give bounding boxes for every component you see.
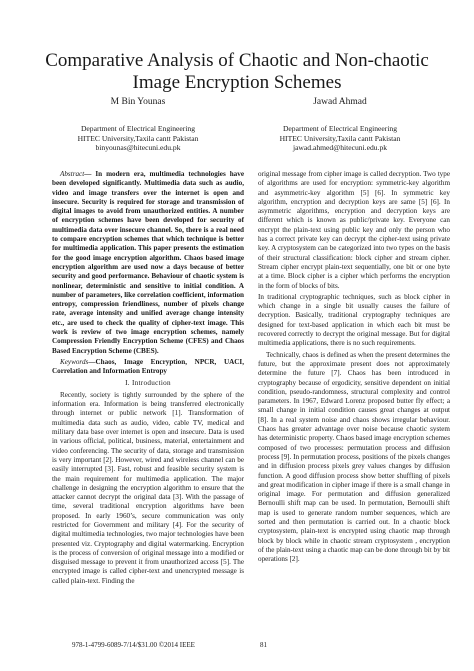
body-paragraph: In traditional cryptographic techniques, such as block cipher in which change in a single bit usually causes the failure of decryption. Basically, traditional cryptography techniques are designed for text-based application in which each bit must be recovered correctly to decrypt the original message. But for digital multimedia applications, there is no such requirements. — [258, 292, 450, 348]
author-dept: Department of Electrical Engineering — [80, 124, 196, 133]
author-block-2 — [240, 96, 440, 153]
right-column — [258, 170, 450, 566]
author-email: jawad.ahmed@hitecuni.edu.pk — [292, 143, 388, 153]
title-line-2: Image Encryption Schemes — [132, 72, 342, 93]
section-heading: I. Introduction — [125, 378, 171, 387]
author-inst: HITEC University,Taxila cantt Pakistan — [77, 133, 199, 143]
keywords-label: Keywords — [60, 357, 89, 366]
page-number: 81 — [260, 641, 267, 649]
author-name: Jawad Ahmad — [313, 97, 367, 107]
left-column — [52, 170, 244, 588]
body-paragraph: Technically, chaos is defined as when the present determines the future, but the approximate present does not approximately determine the future [7]. Chaos has been introduced in cryptography because of ergodicity, sensitive dependent on initial condition, pseudo-randomness, structural complexity and control parameters. In 1967, Edward Lorenz proposed butter fly effect; a small change in initial condition causes great changes at output [8]. In a real system noise and chaos shows irregular behaviour. Chaos has greater advantage over noise because chaotic system has deterministic property. Chaos based image encryption schemes composed of two processes: permutation process and diffusion process [9]. In permutation process, positions of the pixels changes and in diffusion process pixels grey values changes by diffusion function. A good diffusion process show better shuffling of pixels and great modification in cipher image if there is a small change in original image. For permutation and diffusion generalized Bernoulli shift map can be used. In permutation, Bernoulli shift map is used to generate random number sequences, which are sorted and then permutation is carried out. In a chaotic block cryptosystem, plain-text is encrypted using chaotic map through block by block while in chaotic stream cryptosystem , encryption of the plain-text using a chaotic map can be done through bit by bit operations [2]. — [258, 350, 450, 564]
abstract-text: — In modern era, multimedia technologies have been developed significantly. Multimedia data such as audio, video and image transfers over the internet is open and insecure. Security is required for storage and transmission of digital images to avoid from unauthorized entities. A number of encryption schemes have been developed for security of multimedia data over insecure channel. So, there is a real need to compare encryption schemes that which technique is better for multimedia application. This paper presents the estimation for the good image encryption algorithm. Chaos based image encryption algorithm are used now a days because of better security and good performance. Behaviour of chaotic system is nonlinear, deterministic and sensitive to initial condition. A number of parameters, like correlation coefficient, information entropy, compression friendliness, number of pixels change rate, average intensity and unified average change intensity etc., are used to check the quality of cipher-text image. This work is review of two image encryption schemes, namely Compression Friendly Encryption Scheme (CFES) and Chaos Based Encryption Scheme (CBES). — [52, 170, 244, 355]
keywords-text: —Chaos, Image Encryption, NPCR, UACI, Correlation and Information Entropy — [52, 357, 244, 376]
author-block-1 — [38, 96, 238, 153]
author-inst: HITEC University,Taxila cantt Pakistan — [279, 133, 401, 143]
author-dept: Department of Electrical Engineering — [282, 124, 398, 133]
footer-isbn: 978-1-4799-6089-7/14/$31.00 ©2014 IEEE — [72, 641, 195, 649]
abstract-label: Abstract — [60, 170, 85, 178]
title-line-1: Comparative Analysis of Chaotic and Non-chaotic — [45, 50, 429, 71]
abstract — [52, 170, 244, 356]
keywords — [52, 358, 244, 377]
author-name: M Bin Younas — [110, 97, 166, 107]
body-paragraph: original message from cipher image is called decryption. Two type of algorithms are used for encryption: symmetric-key algorithm and asymmetric-key algorithm [5] [6]. In symmetric key algorithm, encryption and decryption keys are same [5] [6]. In asymmetric algorithms, encryption and decryption keys are different which is known as public/private key. Everyone can encrypt the plain-text using public key and only the person who has a correct private key can decrypt the cipher-text using private key. A cryptosystem can be categorized into two types on the basis of their structural classification: block cipher and stream cipher. Stream cipher encrypt plain-text sequentially, one bit or one byte at a time. Block cipher is a cipher which performs the encryption in the form of blocks of bits. — [258, 170, 450, 290]
author-email: binyounas@hitecuni.edu.pk — [95, 143, 181, 153]
body-paragraph: Recently, society is tightly surrounded by the sphere of the information era. Information is being transferred electronically through internet or public network [1]. Transformation of multimedia data such as audio, video, cable TV, medical and military data base over internet is open and insecure. Data is used in various official, political, business, material, entertainment and video conferencing. The security of data, storage and transmission is very important [2]. However, wired and wireless channel can be easily interrupted [3]. Fast, robust and feasible security system is the main requirement for multimedia application. The major challenge in designing the encryption algorithm to ensure that the attacker cannot decrypt the original data [3]. With the passage of time, several traditional encryption algorithms have been proposed. In early 1960’s, secure communication was only restricted for Government and military [4]. For the security of digital multimedia technologies, two major technologies have been presented viz. Cryptography and digital watermarking. Encryption is the process of conversion of original message into a modified or disguised message to prevent it from unauthorized access [5]. The encrypted image is called cipher-text and unencrypted message is called plain-text. Finding the — [52, 390, 244, 585]
paper-title — [0, 50, 474, 94]
